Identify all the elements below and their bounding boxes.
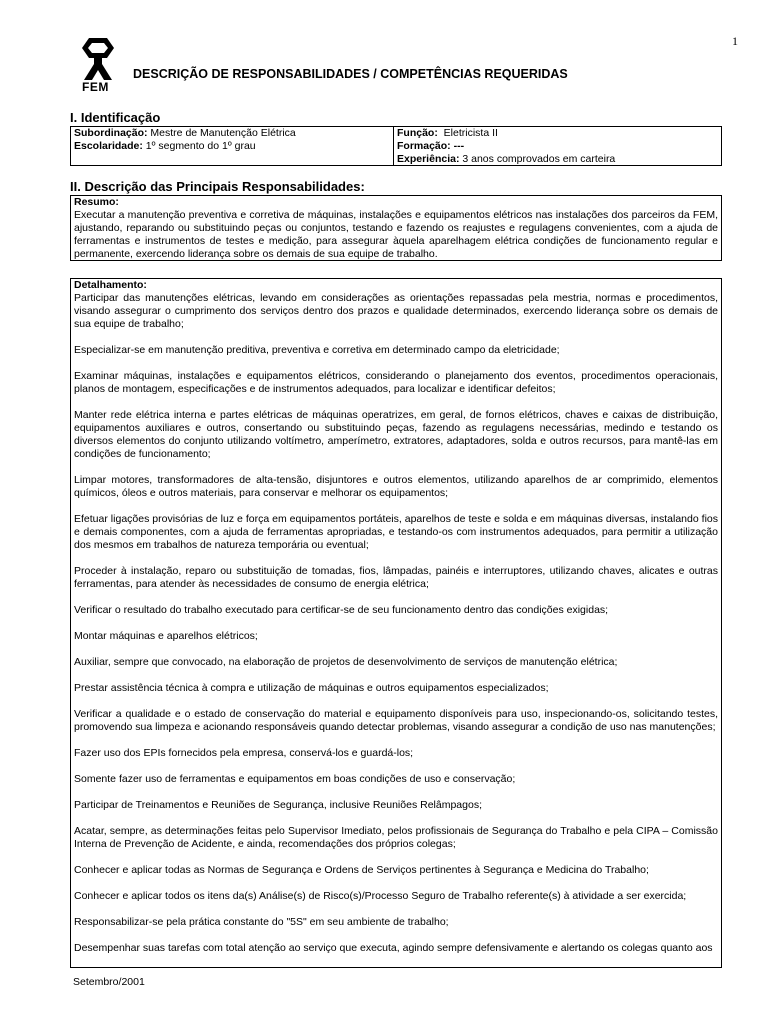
detail-label: Detalhamento: xyxy=(74,279,147,291)
logo-text: FEM xyxy=(82,80,109,94)
detail-list xyxy=(74,292,718,955)
formacao-row xyxy=(397,140,718,153)
detail-item: Conhecer e aplicar todos os itens da(s) Análise(s) de Risco(s)/Processo Seguro de Trabalho referente(s) à atividade a ser exercida; xyxy=(74,890,687,902)
subordinacao-label: Subordinação: xyxy=(74,127,148,139)
detail-item: Participar das manutenções elétricas, levando em considerações as orientações repassadas pela mestria, normas e procedimentos, visando assegurar o cumprimento dos serviços dentro dos prazos e qualidade determinados, exercendo liderança sobre os demais de sua equipe de trabalho; xyxy=(74,292,718,330)
detail-item: Efetuar ligações provisórias de luz e força em equipamentos portáteis, aparelhos de teste e solda e em máquinas diversas, instalando fios e demais componentes, com a ajuda de ferramentas apropriadas, e testando-os com instrumentos adequados, para permitir a utilização dos mesmos em trabalhos de natureza temporária ou eventual; xyxy=(74,513,718,551)
experiencia-value: 3 anos comprovados em carteira xyxy=(459,153,616,165)
detail-item: Especializar-se em manutenção preditiva, preventiva e corretiva em determinado campo da eletricidade; xyxy=(74,344,560,356)
detail-item: Manter rede elétrica interna e partes elétricas de máquinas operatrizes, em geral, de fornos elétricos, chaves e caixas de distribuição, equipamentos auxiliares e outros, consertando ou substituindo peças, fazendo as regulagens necessárias, medindo e testando os diversos elementos do conjunto utilizando voltímetro, amperímetro, extratores, adaptadores, solda e outros recursos, para mantê-las em condições de funcionamento; xyxy=(74,409,718,460)
summary-label: Resumo: xyxy=(74,196,119,208)
detail-item: Somente fazer uso de ferramentas e equipamentos em boas condições de uso e conservação; xyxy=(74,773,516,785)
detail-item: Prestar assistência técnica à compra e utilização de máquinas e outros equipamentos especializados; xyxy=(74,682,549,694)
detail-item: Verificar a qualidade e o estado de conservação do material e equipamento disponíveis para uso, inspecionando-os, solicitando testes, promovendo sua limpeza e acionando responsáveis quando detectar problemas, visando assegurar a condição de uso nas manutenções; xyxy=(74,708,718,733)
funcao-value: Eletricista II xyxy=(437,127,498,139)
detail-box xyxy=(70,278,722,968)
formacao-label: Formação: xyxy=(397,140,451,152)
escolaridade-value: 1º segmento do 1º grau xyxy=(142,140,256,152)
identification-table xyxy=(70,126,722,166)
detail-item: Montar máquinas e aparelhos elétricos; xyxy=(74,630,258,642)
detail-item: Responsabilizar-se pela prática constante do "5S" em seu ambiente de trabalho; xyxy=(74,916,449,928)
subordinacao-value: Mestre de Manutenção Elétrica xyxy=(147,127,296,139)
detail-item: Participar de Treinamentos e Reuniões de Segurança, inclusive Reuniões Relâmpagos; xyxy=(74,799,482,811)
experiencia-label: Experiência: xyxy=(397,153,460,165)
escolaridade-label: Escolaridade: xyxy=(74,140,143,152)
identification-left-column xyxy=(71,127,394,165)
summary-box xyxy=(70,195,722,261)
detail-item: Fazer uso dos EPIs fornecidos pela empresa, conservá-los e guardá-los; xyxy=(74,747,414,759)
detail-item: Limpar motores, transformadores de alta-tensão, disjuntores e outros elementos, utilizando aparelhos de ar comprimido, elementos químicos, óleos e outros materiais, para conservar e melhorar os equipamentos; xyxy=(74,474,718,499)
funcao-row xyxy=(397,127,718,140)
identification-right-column xyxy=(394,127,721,165)
identification-heading: I. Identificação xyxy=(70,110,161,125)
detail-item: Conhecer e aplicar todas as Normas de Segurança e Ordens de Serviços pertinentes à Segurança e Medicina do Trabalho; xyxy=(74,864,649,876)
detail-item: Proceder à instalação, reparo ou substituição de tomadas, fios, lâmpadas, painéis e interruptores, utilizando chaves, alicates e outras ferramentas, para atender às necessidades de consumo de energia elétrica; xyxy=(74,565,718,590)
document-title: DESCRIÇÃO DE RESPONSABILIDADES / COMPETÊNCIAS REQUERIDAS xyxy=(133,67,568,81)
formacao-value: --- xyxy=(450,140,465,152)
detail-item: Verificar o resultado do trabalho executado para certificar-se de seu funcionamento dentro das condições exigidas; xyxy=(74,604,609,616)
responsibilities-heading: II. Descrição das Principais Responsabilidades: xyxy=(70,179,365,194)
detail-item: Acatar, sempre, as determinações feitas pelo Supervisor Imediato, pelos profissionais de Segurança do Trabalho e pela CIPA – Comissão Interna de Prevenção de Acidente, e ainda, recomendações dos próprios colegas; xyxy=(74,825,718,850)
footer-date: Setembro/2001 xyxy=(73,976,145,988)
detail-item: Examinar máquinas, instalações e equipamentos elétricos, considerando o planejamento dos eventos, procedimentos operacionais, planos de montagem, especificações e de instrumentos adequados, para localizar e identificar defeitos; xyxy=(74,370,718,395)
page-number: 1 xyxy=(732,34,738,48)
experiencia-row xyxy=(397,153,718,166)
summary-text: Executar a manutenção preventiva e corretiva de máquinas, instalações e equipamentos elétricos nas instalações dos parceiros da FEM, ajustando, reparando ou substituindo peças ou conjuntos, testando e fazendo os reajustes e regulagens convenientes, com a ajuda de ferramentas e instrumentos de testes e medição, para assegurar àquela aparelhagem elétrica condições de funcionamento regular e permanente, exercendo liderança sobre os demais de sua equipe de trabalho. xyxy=(74,209,718,260)
funcao-label: Função: xyxy=(397,127,438,139)
escolaridade-row xyxy=(74,140,390,153)
detail-item: Desempenhar suas tarefas com total atenção ao serviço que executa, agindo sempre defensivamente e alertando os colegas quanto aos xyxy=(74,942,713,954)
subordinacao-row xyxy=(74,127,390,140)
detail-item: Auxiliar, sempre que convocado, na elaboração de projetos de desenvolvimento de serviços de manutenção elétrica; xyxy=(74,656,618,668)
